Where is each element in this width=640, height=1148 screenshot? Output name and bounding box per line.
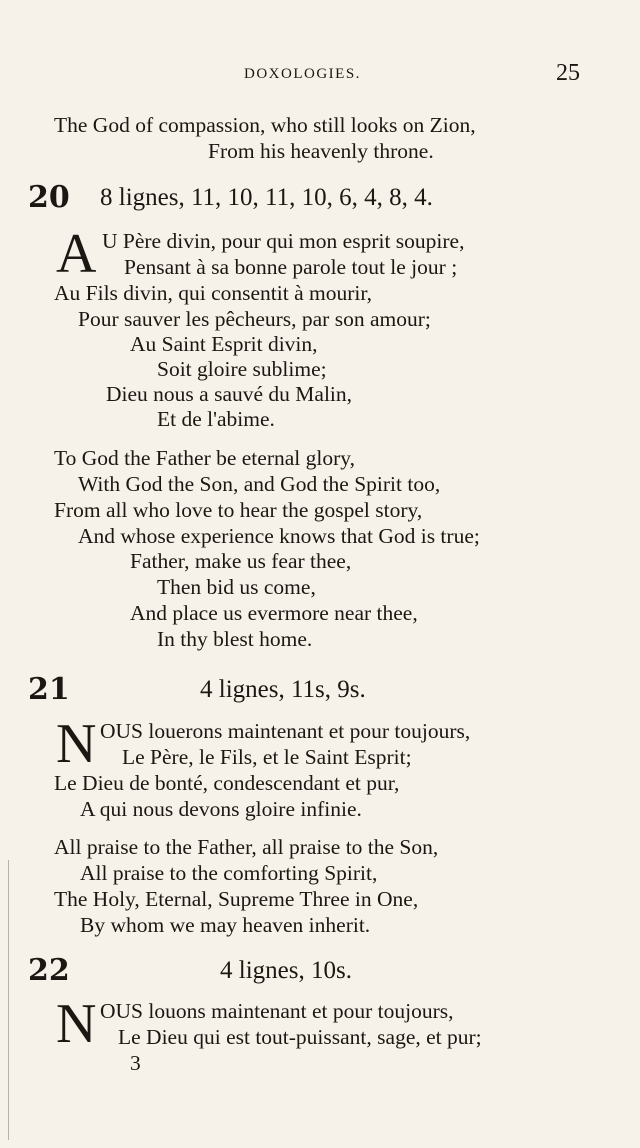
verse-line: Le Père, le Fils, et le Saint Esprit; (122, 745, 412, 769)
verse-line: And whose experience knows that God is true; (78, 524, 480, 548)
page-number: 25 (556, 60, 580, 86)
verse-line: To God the Father be eternal glory, (54, 446, 355, 470)
verse-line: Le Dieu de bonté, condescendant et pur, (54, 771, 400, 795)
verse-line: OUS louons maintenant et pour toujours, (100, 999, 454, 1023)
verse-line: U Père divin, pour qui mon esprit soupire, (102, 229, 465, 253)
verse-line: In thy blest home. (157, 627, 313, 651)
verse-line: Le Dieu qui est tout-puissant, sage, et pur; (118, 1025, 482, 1049)
drop-cap: N (56, 993, 97, 1055)
verse-line: All praise to the comforting Spirit, (80, 861, 378, 885)
verse-line: The Holy, Eternal, Supreme Three in One, (54, 887, 419, 911)
hymn-number: 20 (28, 180, 70, 215)
verse-line: OUS louerons maintenant et pour toujours, (100, 719, 471, 743)
drop-cap: N (56, 713, 97, 775)
verse-line: From all who love to hear the gospel story, (54, 498, 423, 522)
hymn-meter: 8 lignes, 11, 10, 11, 10, 6, 4, 8, 4. (100, 184, 433, 211)
verse-line: A qui nous devons gloire infinie. (80, 797, 362, 821)
verse-line: And place us evermore near thee, (130, 601, 418, 625)
running-head-title: DOXOLOGIES. (244, 66, 361, 82)
intro-line: The God of compassion, who still looks on Zion, (54, 113, 476, 137)
verse-line: Father, make us fear thee, (130, 549, 352, 573)
verse-line: Au Fils divin, qui consentit à mourir, (54, 281, 373, 305)
signature-mark: 3 (130, 1051, 141, 1075)
verse-line: Dieu nous a sauvé du Malin, (106, 382, 353, 406)
verse-line: Pensant à sa bonne parole tout le jour ; (124, 255, 458, 279)
verse-line: Soit gloire sublime; (157, 357, 327, 381)
hymn-meter: 4 lignes, 11s, 9s. (200, 676, 366, 703)
verse-line: Pour sauver les pêcheurs, par son amour; (78, 307, 431, 331)
drop-cap: A (56, 223, 97, 285)
verse-line: With God the Son, and God the Spirit too, (78, 472, 441, 496)
hymn-meter: 4 lignes, 10s. (220, 957, 352, 984)
intro-line: From his heavenly throne. (208, 139, 434, 163)
verse-line: By whom we may heaven inherit. (80, 913, 371, 937)
verse-line: Then bid us come, (157, 575, 316, 599)
verse-line: All praise to the Father, all praise to the Son, (54, 835, 439, 859)
verse-line: Au Saint Esprit divin, (130, 332, 318, 356)
running-head (0, 62, 640, 86)
hymn-number: 22 (28, 953, 70, 988)
hymn-number: 21 (28, 672, 70, 707)
page-edge-line (8, 860, 9, 1140)
verse-line: Et de l'abime. (157, 407, 275, 431)
